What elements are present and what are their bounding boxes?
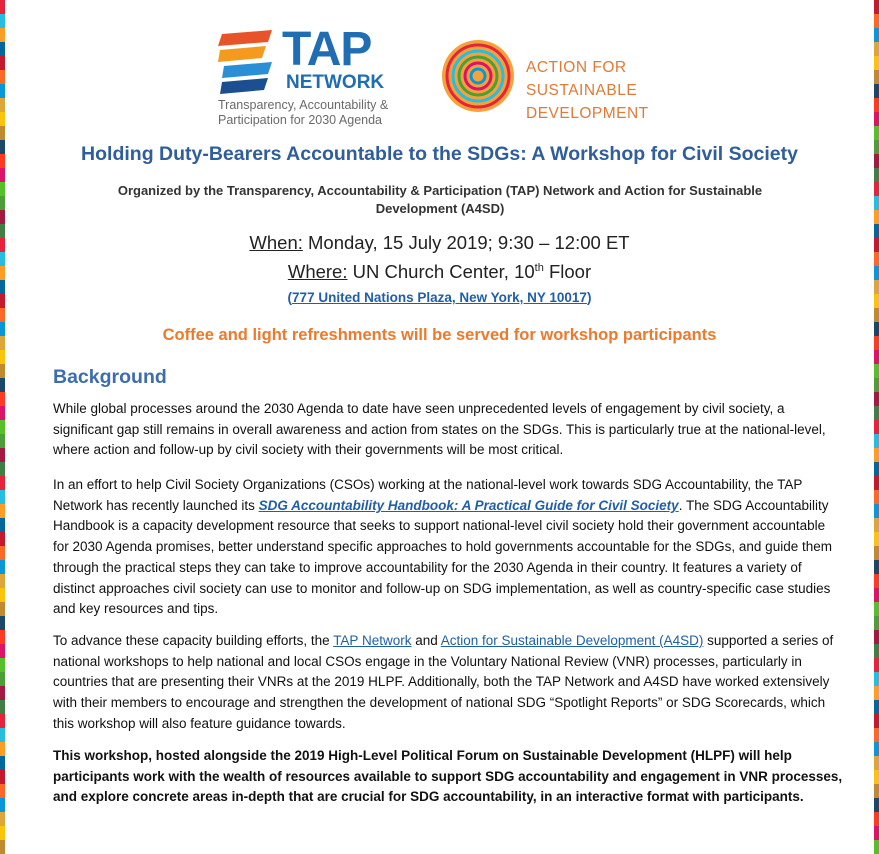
fingerprint-globe-icon <box>440 38 516 114</box>
organizer-text: Development (A4SD) <box>375 201 505 216</box>
border-segment <box>0 812 5 826</box>
paragraph-text: To advance these capacity building efforts, the <box>53 633 334 648</box>
refreshments-note: Coffee and light refreshments will be served for workshop participants <box>162 326 717 344</box>
when-value: Monday, 15 July 2019; 9:30 – 12:00 ET <box>302 232 630 253</box>
border-segment <box>874 756 879 770</box>
border-segment <box>0 378 5 392</box>
border-segment <box>0 756 5 770</box>
event-title: Holding Duty-Bearers Accountable to the SDGs: A Workshop for Civil Society <box>81 143 798 165</box>
border-segment <box>874 448 879 462</box>
event-address <box>0 290 879 305</box>
border-segment <box>0 742 5 756</box>
border-segment <box>0 364 5 378</box>
border-segment <box>874 686 879 700</box>
border-segment <box>0 546 5 560</box>
border-segment <box>874 560 879 574</box>
border-segment <box>874 602 879 616</box>
paragraph-text: supported a series of national workshops to help national and local CSOs engage in the Voluntary National Review (VNR) processes, particularly in countries that are presenting their VNRs at the 2019 HLPF. Additionally, both the TAP Network and A4SD have worked extensively with their members to encourage and strengthen the development of national SDG “Spotlight Reports” or SDG Scorecards, which this workshop will also feature guidance towards. <box>53 633 834 731</box>
header-logos <box>0 22 879 132</box>
tap-network-link[interactable]: TAP Network <box>333 633 412 648</box>
address-link[interactable]: 777 United Nations Plaza, New York, NY 10017 <box>292 290 587 305</box>
border-segment <box>0 770 5 784</box>
tap-logo-icon <box>218 28 276 94</box>
border-segment <box>0 630 5 644</box>
a4sd-wordmark <box>526 56 710 125</box>
border-segment <box>874 420 879 434</box>
border-segment <box>874 728 879 742</box>
border-segment <box>874 770 879 784</box>
border-segment <box>0 700 5 714</box>
event-when <box>0 232 879 254</box>
border-segment <box>874 574 879 588</box>
border-segment <box>874 714 879 728</box>
where-superscript: th <box>534 261 544 274</box>
border-segment <box>874 504 879 518</box>
border-segment <box>0 504 5 518</box>
border-segment <box>0 644 5 658</box>
border-segment <box>874 434 879 448</box>
border-segment <box>0 392 5 406</box>
border-segment <box>0 0 5 14</box>
border-segment <box>874 672 879 686</box>
address-paren: ) <box>586 290 592 305</box>
border-segment <box>0 574 5 588</box>
border-segment <box>0 196 5 210</box>
border-segment <box>0 490 5 504</box>
border-segment <box>874 490 879 504</box>
border-segment <box>874 644 879 658</box>
border-segment <box>0 560 5 574</box>
border-segment <box>0 798 5 812</box>
tap-subtitle-line: Participation for 2030 Agenda <box>218 113 383 127</box>
border-segment <box>0 602 5 616</box>
a4sd-line: ACTION FOR SUSTAINABLE <box>526 59 638 99</box>
border-segment <box>874 0 879 14</box>
tap-subtitle <box>218 98 418 128</box>
event-where <box>0 261 879 283</box>
border-segment <box>874 210 879 224</box>
border-segment <box>874 588 879 602</box>
border-segment <box>874 658 879 672</box>
where-suffix: Floor <box>543 261 592 282</box>
background-paragraph-4: This workshop, hosted alongside the 2019 High-Level Political Forum on Sustainable Development (HLPF) will help participants work with the wealth of resources available to support SDG accountability and engagement in VNR processes, and explore concrete areas in-depth that are crucial for SDG accountability, in an interactive format with participants. <box>53 748 843 805</box>
border-segment <box>874 798 879 812</box>
border-segment <box>874 462 879 476</box>
address-paren: ( <box>287 290 293 305</box>
paragraph-text: In an effort to help Civil Society Organizations (CSOs) working at the national-level work towards SDG Accountability, the TAP Network has recently launched its <box>53 477 803 513</box>
border-segment <box>874 630 879 644</box>
border-segment <box>0 714 5 728</box>
border-segment <box>874 182 879 196</box>
border-segment <box>874 532 879 546</box>
organizer-line <box>90 182 790 218</box>
border-segment <box>874 476 879 490</box>
background-heading: Background <box>53 366 167 388</box>
border-segment <box>0 448 5 462</box>
tap-subtitle-line: Transparency, Accountability & <box>218 98 389 112</box>
border-segment <box>0 434 5 448</box>
border-segment <box>0 672 5 686</box>
border-segment <box>874 700 879 714</box>
border-segment <box>0 588 5 602</box>
a4sd-logo <box>440 38 710 122</box>
border-segment <box>874 784 879 798</box>
border-segment <box>0 616 5 630</box>
border-segment <box>0 182 5 196</box>
border-segment <box>0 476 5 490</box>
where-label: Where: <box>287 261 348 282</box>
border-segment <box>0 308 5 322</box>
handbook-link[interactable]: SDG Accountability Handbook: A Practical Guide for Civil Society <box>258 497 679 513</box>
tap-wordmark: TAP <box>282 23 372 76</box>
border-segment <box>0 658 5 672</box>
border-segment <box>874 168 879 182</box>
background-paragraph-2 <box>53 475 843 620</box>
border-segment <box>874 518 879 532</box>
border-segment <box>874 812 879 826</box>
border-segment <box>874 826 879 840</box>
tap-network-logo <box>218 23 418 128</box>
border-segment <box>0 784 5 798</box>
border-segment <box>0 518 5 532</box>
paragraph-text: and <box>411 633 441 648</box>
border-segment <box>874 840 879 854</box>
a4sd-link[interactable]: Action for Sustainable Development (A4SD) <box>440 633 704 648</box>
border-segment <box>874 350 879 364</box>
border-segment <box>0 210 5 224</box>
tap-network-label: NETWORK <box>286 72 385 93</box>
border-segment <box>0 420 5 434</box>
border-segment <box>874 392 879 406</box>
border-segment <box>874 406 879 420</box>
border-segment <box>874 616 879 630</box>
border-segment <box>874 196 879 210</box>
paragraph-text: . The SDG Accountability Handbook is a capacity development resource that seeks to support national-level civil society hold their government accountable for 2030 Agenda promises, better understand specific approaches to hold governments accountable for the SDGs, and guide them through the practical steps they can take to improve accountability for the 2030 Agenda in their country. It features a variety of distinct approaches civil society can use to monitor and follow-up on SDG implementation, as well as country-specific case studies and key resources and tips. <box>53 497 832 617</box>
border-segment <box>874 742 879 756</box>
border-segment <box>874 308 879 322</box>
border-segment <box>874 364 879 378</box>
border-segment <box>0 532 5 546</box>
a4sd-line: DEVELOPMENT <box>526 105 649 122</box>
border-segment <box>874 378 879 392</box>
background-paragraph-3 <box>53 631 843 735</box>
background-paragraph-1: While global processes around the 2030 Agenda to date have seen unprecedented levels of engagement by civil society, a significant gap still remains in overall awareness and action from states on the SDGs. This is particularly true at the national-level, where action and follow-up by civil society with their governments will be most critical. <box>53 401 826 458</box>
border-segment <box>0 462 5 476</box>
border-segment <box>0 686 5 700</box>
where-value: UN Church Center, 10 <box>347 261 535 282</box>
border-segment <box>0 826 5 840</box>
border-segment <box>0 840 5 854</box>
border-segment <box>0 168 5 182</box>
border-segment <box>0 350 5 364</box>
border-segment <box>874 546 879 560</box>
border-segment <box>0 728 5 742</box>
when-label: When: <box>249 232 303 253</box>
organizer-text: Organized by the Transparency, Accountability & Participation (TAP) Network and Action for Sustainable <box>117 183 763 198</box>
border-segment <box>0 406 5 420</box>
